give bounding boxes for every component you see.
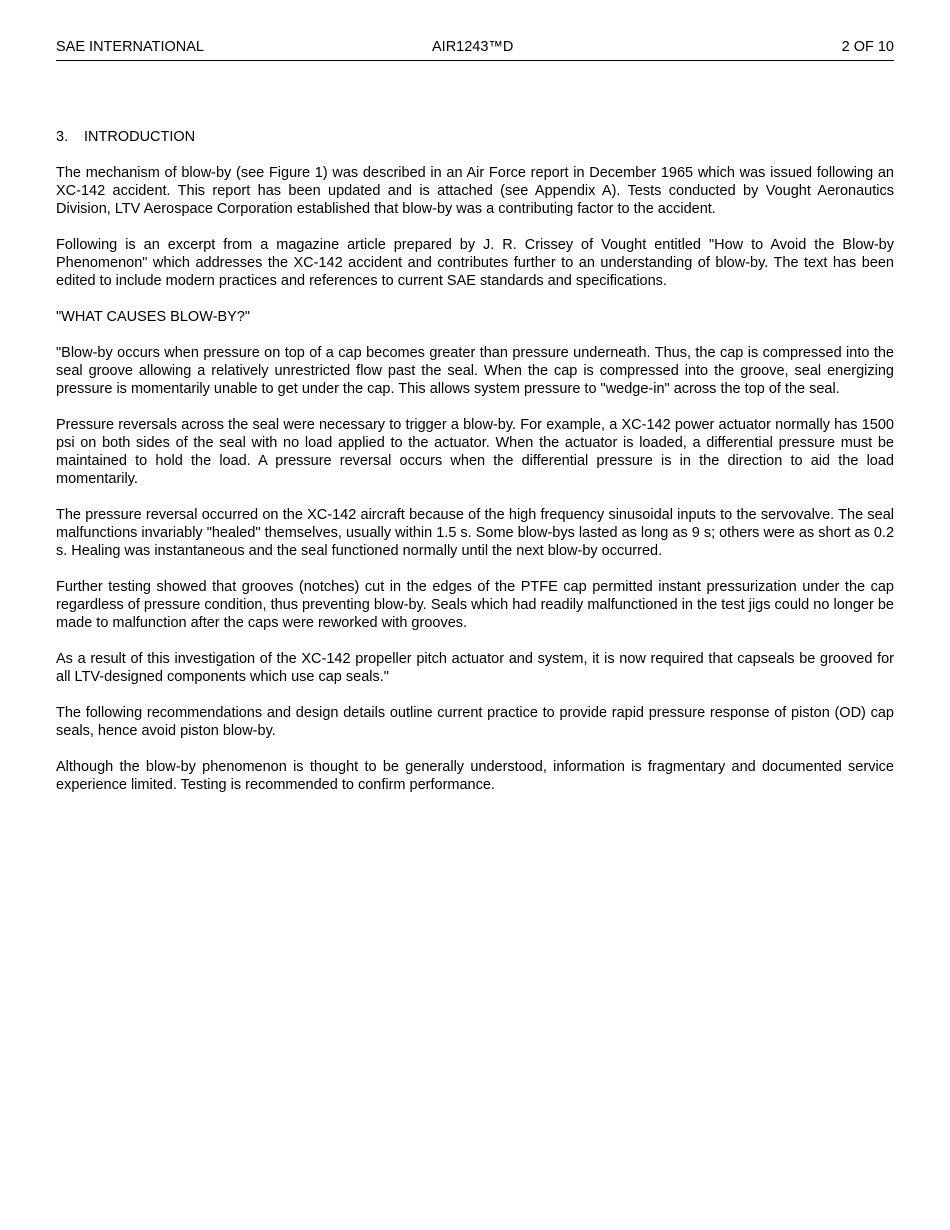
document-number: AIR1243™D [432,39,514,55]
paragraph: The mechanism of blow-by (see Figure 1) was described in an Air Force report in December 1965 which was issued following an XC-142 accident. This report has been updated and is attached (see Appendix A). Tests conducted by Vought Aeronautics Division, LTV Aerospace Corporation established that blow-by was a contributing factor to the accident. [56,165,894,217]
paragraph: The pressure reversal occurred on the XC-142 aircraft because of the high frequency sinusoidal inputs to the servovalve. The seal malfunctions invariably "healed" themselves, usually within 1.5 s. Some blow-bys lasted as long as 9 s; others were as short as 0.2 s. Healing was instantaneous and the seal functioned normally until the next blow-by occurred. [56,507,895,559]
paragraph: Following is an excerpt from a magazine article prepared by J. R. Crissey of Vought entitled "How to Avoid the Blow-by Phenomenon" which addresses the XC-142 accident and contributes further to an understanding of blow-by. The text has been edited to include modern practices and references to current SAE standards and specifications. [56,237,894,289]
paragraph: Although the blow-by phenomenon is thought to be generally understood, information is fragmentary and documented service experience limited. Testing is recommended to confirm performance. [56,759,894,793]
publisher-name: SAE INTERNATIONAL [56,39,204,55]
section-title: INTRODUCTION [84,129,196,145]
paragraph: As a result of this investigation of the XC-142 propeller pitch actuator and system, it is now required that capseals be grooved for all LTV-designed components which use cap seals." [56,651,894,685]
page-header [56,38,894,61]
document-body [56,128,894,812]
paragraph: The following recommendations and design details outline current practice to provide rapid pressure response of piston (OD) cap seals, hence avoid piston blow-by. [56,705,894,739]
page-number: 2 OF 10 [841,39,894,55]
section-number: 3. [56,129,69,145]
paragraph: Further testing showed that grooves (notches) cut in the edges of the PTFE cap permitted instant pressurization under the cap regardless of pressure condition, thus preventing blow-by. Seals which had readily malfunctioned in the test jigs could no longer be made to malfunction after the caps were reworked with grooves. [56,579,894,631]
subheading: "WHAT CAUSES BLOW-BY?" [56,309,251,325]
paragraph: "Blow-by occurs when pressure on top of a cap becomes greater than pressure underneath. Thus, the cap is compressed into the seal groove allowing a relatively unrestricted flow past the seal. When the cap is compressed into the groove, seal energizing pressure is momentarily unable to get under the cap. This allows system pressure to "wedge-in" across the top of the seal. [56,345,894,397]
section-heading [56,128,894,146]
paragraph: Pressure reversals across the seal were necessary to trigger a blow-by. For example, a XC-142 power actuator normally has 1500 psi on both sides of the seal with no load applied to the actuator. When the actuator is loaded, a differential pressure must be maintained to hold the load. A pressure reversal occurs when the differential pressure is in the direction to aid the load momentarily. [56,417,894,487]
